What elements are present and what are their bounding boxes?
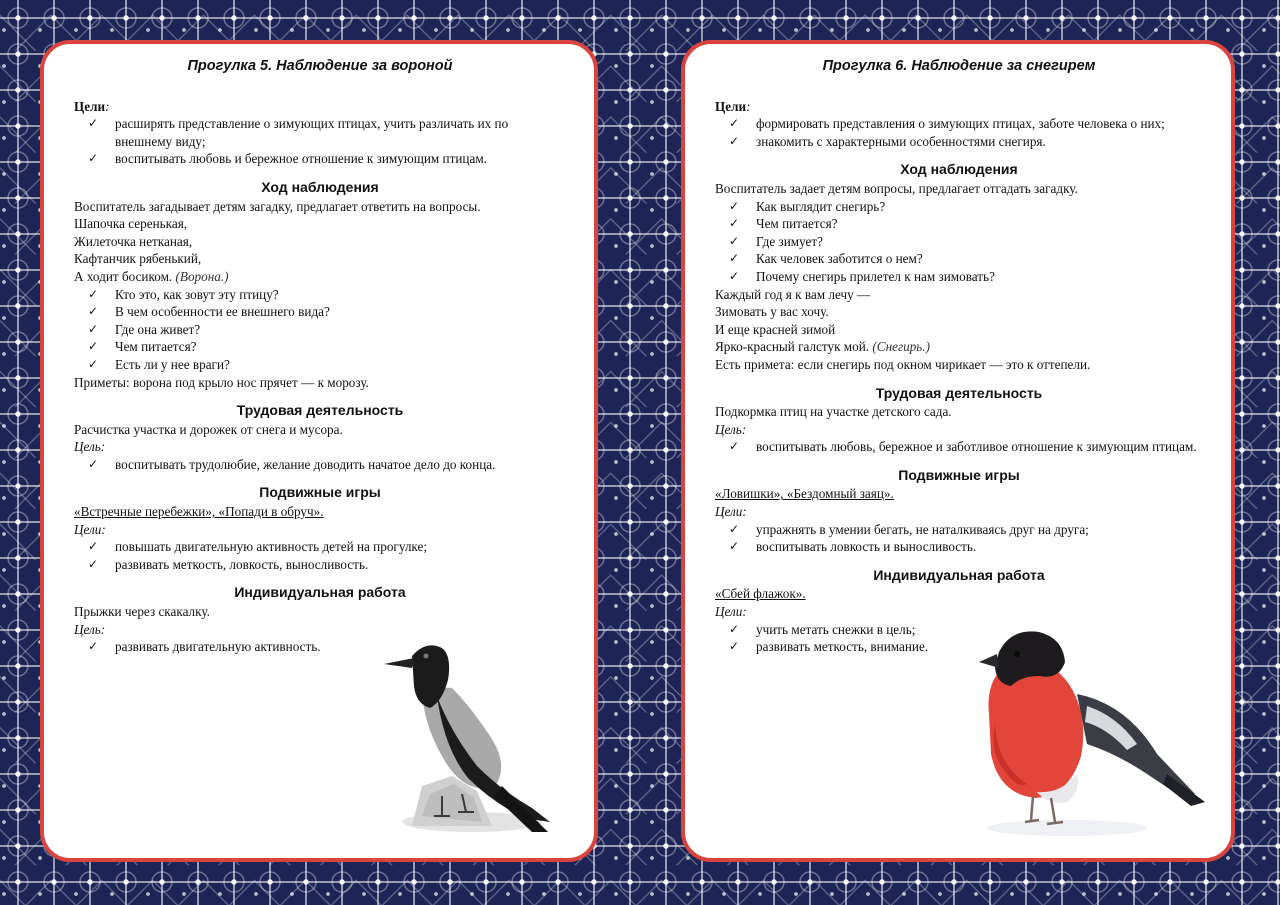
list-item: ✓ Как человек заботится о нем?	[729, 251, 923, 267]
goals-label-line: Цели:	[715, 98, 751, 114]
check-icon: ✓	[729, 198, 740, 213]
labor-goal-label: Цель:	[715, 421, 747, 437]
labor-heading: Трудовая деятельность	[875, 384, 1043, 401]
labor-goals-list	[715, 438, 1203, 456]
goals-label: Цели	[715, 98, 747, 114]
games-goals-list	[74, 538, 566, 573]
list-item: ✓ Где зимует?	[729, 233, 823, 249]
riddle-line: Кафтанчик рябенький,	[74, 251, 202, 267]
riddle-line: Ярко-красный галстук мой. (Снегирь.)	[715, 339, 930, 355]
list-item: ✓ учить метать снежки в цель;	[729, 621, 916, 637]
check-icon: ✓	[729, 216, 740, 231]
list-item: ✓ Где она живет?	[88, 321, 201, 337]
check-icon: ✓	[729, 621, 740, 636]
riddle-answer: (Ворона.)	[175, 268, 229, 284]
riddle-line: А ходит босиком. (Ворона.)	[74, 268, 229, 284]
games-heading: Подвижные игры	[898, 466, 1020, 483]
labor-heading: Трудовая деятельность	[236, 402, 404, 419]
games-goal-label: Цели:	[74, 521, 106, 537]
questions-list	[715, 198, 1203, 286]
observation-heading: Ход наблюдения	[261, 178, 379, 195]
check-icon: ✓	[88, 556, 99, 571]
individual-heading: Индивидуальная работа	[234, 584, 406, 601]
list-item: ✓ Как выглядит снегирь?	[729, 198, 886, 214]
individual-text: Прыжки через скакалку.	[74, 604, 210, 620]
check-icon: ✓	[729, 539, 740, 554]
games-goal-label: Цели:	[715, 504, 747, 520]
card-title: Прогулка 5. Наблюдение за вороной	[187, 58, 453, 74]
goals-list	[74, 115, 566, 168]
check-icon: ✓	[729, 439, 740, 454]
list-item: ✓ Чем питается?	[729, 216, 838, 232]
riddle-answer: (Снегирь.)	[872, 339, 930, 355]
riddle-line: Зимовать у вас хочу.	[715, 304, 829, 320]
observation-heading: Ход наблюдения	[900, 161, 1018, 178]
goals-list	[715, 115, 1203, 150]
labor-text: Подкормка птиц на участке детского сада.	[715, 404, 952, 420]
list-item: ✓ воспитывать любовь, бережное и заботливое отношение к зимующим птицам.	[729, 439, 1197, 455]
list-item: ✓ развивать двигательную активность.	[88, 639, 321, 655]
games-heading: Подвижные игры	[259, 484, 381, 501]
check-icon: ✓	[729, 133, 740, 148]
individual-text: «Сбей флажок».	[715, 586, 806, 602]
check-icon: ✓	[88, 356, 99, 371]
check-icon: ✓	[88, 116, 99, 131]
observation-intro: Воспитатель задает детям вопросы, предлагает отгадать загадку.	[715, 180, 1078, 196]
card-title: Прогулка 6. Наблюдение за снегирем	[822, 58, 1096, 74]
individual-heading: Индивидуальная работа	[873, 566, 1045, 583]
list-item: ✓ воспитывать любовь и бережное отношение к зимующим птицам.	[88, 151, 487, 167]
check-icon: ✓	[729, 251, 740, 266]
individual-goal-label: Цель:	[74, 621, 106, 637]
crow-illustration	[382, 626, 562, 836]
riddle-line: Шапочка серенькая,	[74, 216, 188, 232]
games-text: «Встречные перебежки», «Попади в обруч».	[74, 504, 324, 520]
riddle-line: Жилеточка нетканая,	[74, 233, 193, 249]
list-item: ✓ Кто это, как зовут эту птицу?	[88, 286, 279, 302]
list-item: ✓ Почему снегирь прилетел к нам зимовать?	[729, 268, 995, 284]
list-item: ✓ упражнять в умении бегать, не наталкиваясь друг на друга;	[729, 521, 1089, 537]
check-icon: ✓	[88, 321, 99, 336]
omen-text: Есть примета: если снегирь под окном чирикает — это к оттепели.	[715, 356, 1091, 372]
list-item: ✓ воспитывать трудолюбие, желание доводить начатое дело до конца.	[88, 456, 496, 472]
games-goals-list	[715, 521, 1203, 556]
omen-text: Приметы: ворона под крыло нос прячет — к морозу.	[74, 374, 369, 390]
check-icon: ✓	[729, 268, 740, 283]
list-item: ✓ повышать двигательную активность детей на прогулке;	[88, 539, 428, 555]
check-icon: ✓	[729, 521, 740, 536]
check-icon: ✓	[88, 304, 99, 319]
list-item: ✓ расширять представление о зимующих птицах, учить различать их по внешнему виду;	[88, 116, 509, 149]
card-walk-6	[681, 40, 1235, 862]
check-icon: ✓	[729, 639, 740, 654]
list-item: ✓ знакомить с характерными особенностями снегиря.	[729, 133, 1046, 149]
riddle-line: И еще красней зимой	[715, 321, 836, 337]
check-icon: ✓	[88, 639, 99, 654]
goals-label-line: Цели:	[74, 98, 110, 114]
questions-list	[74, 286, 566, 374]
card-walk-5	[40, 40, 598, 862]
list-item: ✓ В чем особенности ее внешнего вида?	[88, 304, 330, 320]
observation-intro: Воспитатель загадывает детям загадку, предлагает ответить на вопросы.	[74, 198, 481, 214]
bullfinch-illustration	[977, 624, 1207, 838]
check-icon: ✓	[88, 339, 99, 354]
labor-text: Расчистка участка и дорожек от снега и мусора.	[74, 421, 343, 437]
list-item: ✓ формировать представления о зимующих птицах, заботе человека о них;	[729, 116, 1165, 132]
labor-goal-label: Цель:	[74, 439, 106, 455]
goals-label: Цели	[74, 98, 106, 114]
check-icon: ✓	[88, 539, 99, 554]
riddle-line: Каждый год я к вам лечу —	[715, 286, 871, 302]
labor-goals-list	[74, 456, 566, 474]
check-icon: ✓	[88, 456, 99, 471]
check-icon: ✓	[729, 233, 740, 248]
check-icon: ✓	[88, 286, 99, 301]
games-text: «Ловишки», «Бездомный заяц».	[715, 486, 894, 502]
list-item: ✓ воспитывать ловкость и выносливость.	[729, 539, 977, 555]
list-item: ✓ Чем питается?	[88, 339, 197, 355]
list-item: ✓ Есть ли у нее враги?	[88, 356, 230, 372]
check-icon: ✓	[88, 151, 99, 166]
list-item: ✓ развивать меткость, ловкость, выносливость.	[88, 556, 369, 572]
list-item: ✓ развивать меткость, внимание.	[729, 639, 929, 655]
check-icon: ✓	[729, 116, 740, 131]
individual-goal-label: Цели:	[715, 604, 747, 620]
